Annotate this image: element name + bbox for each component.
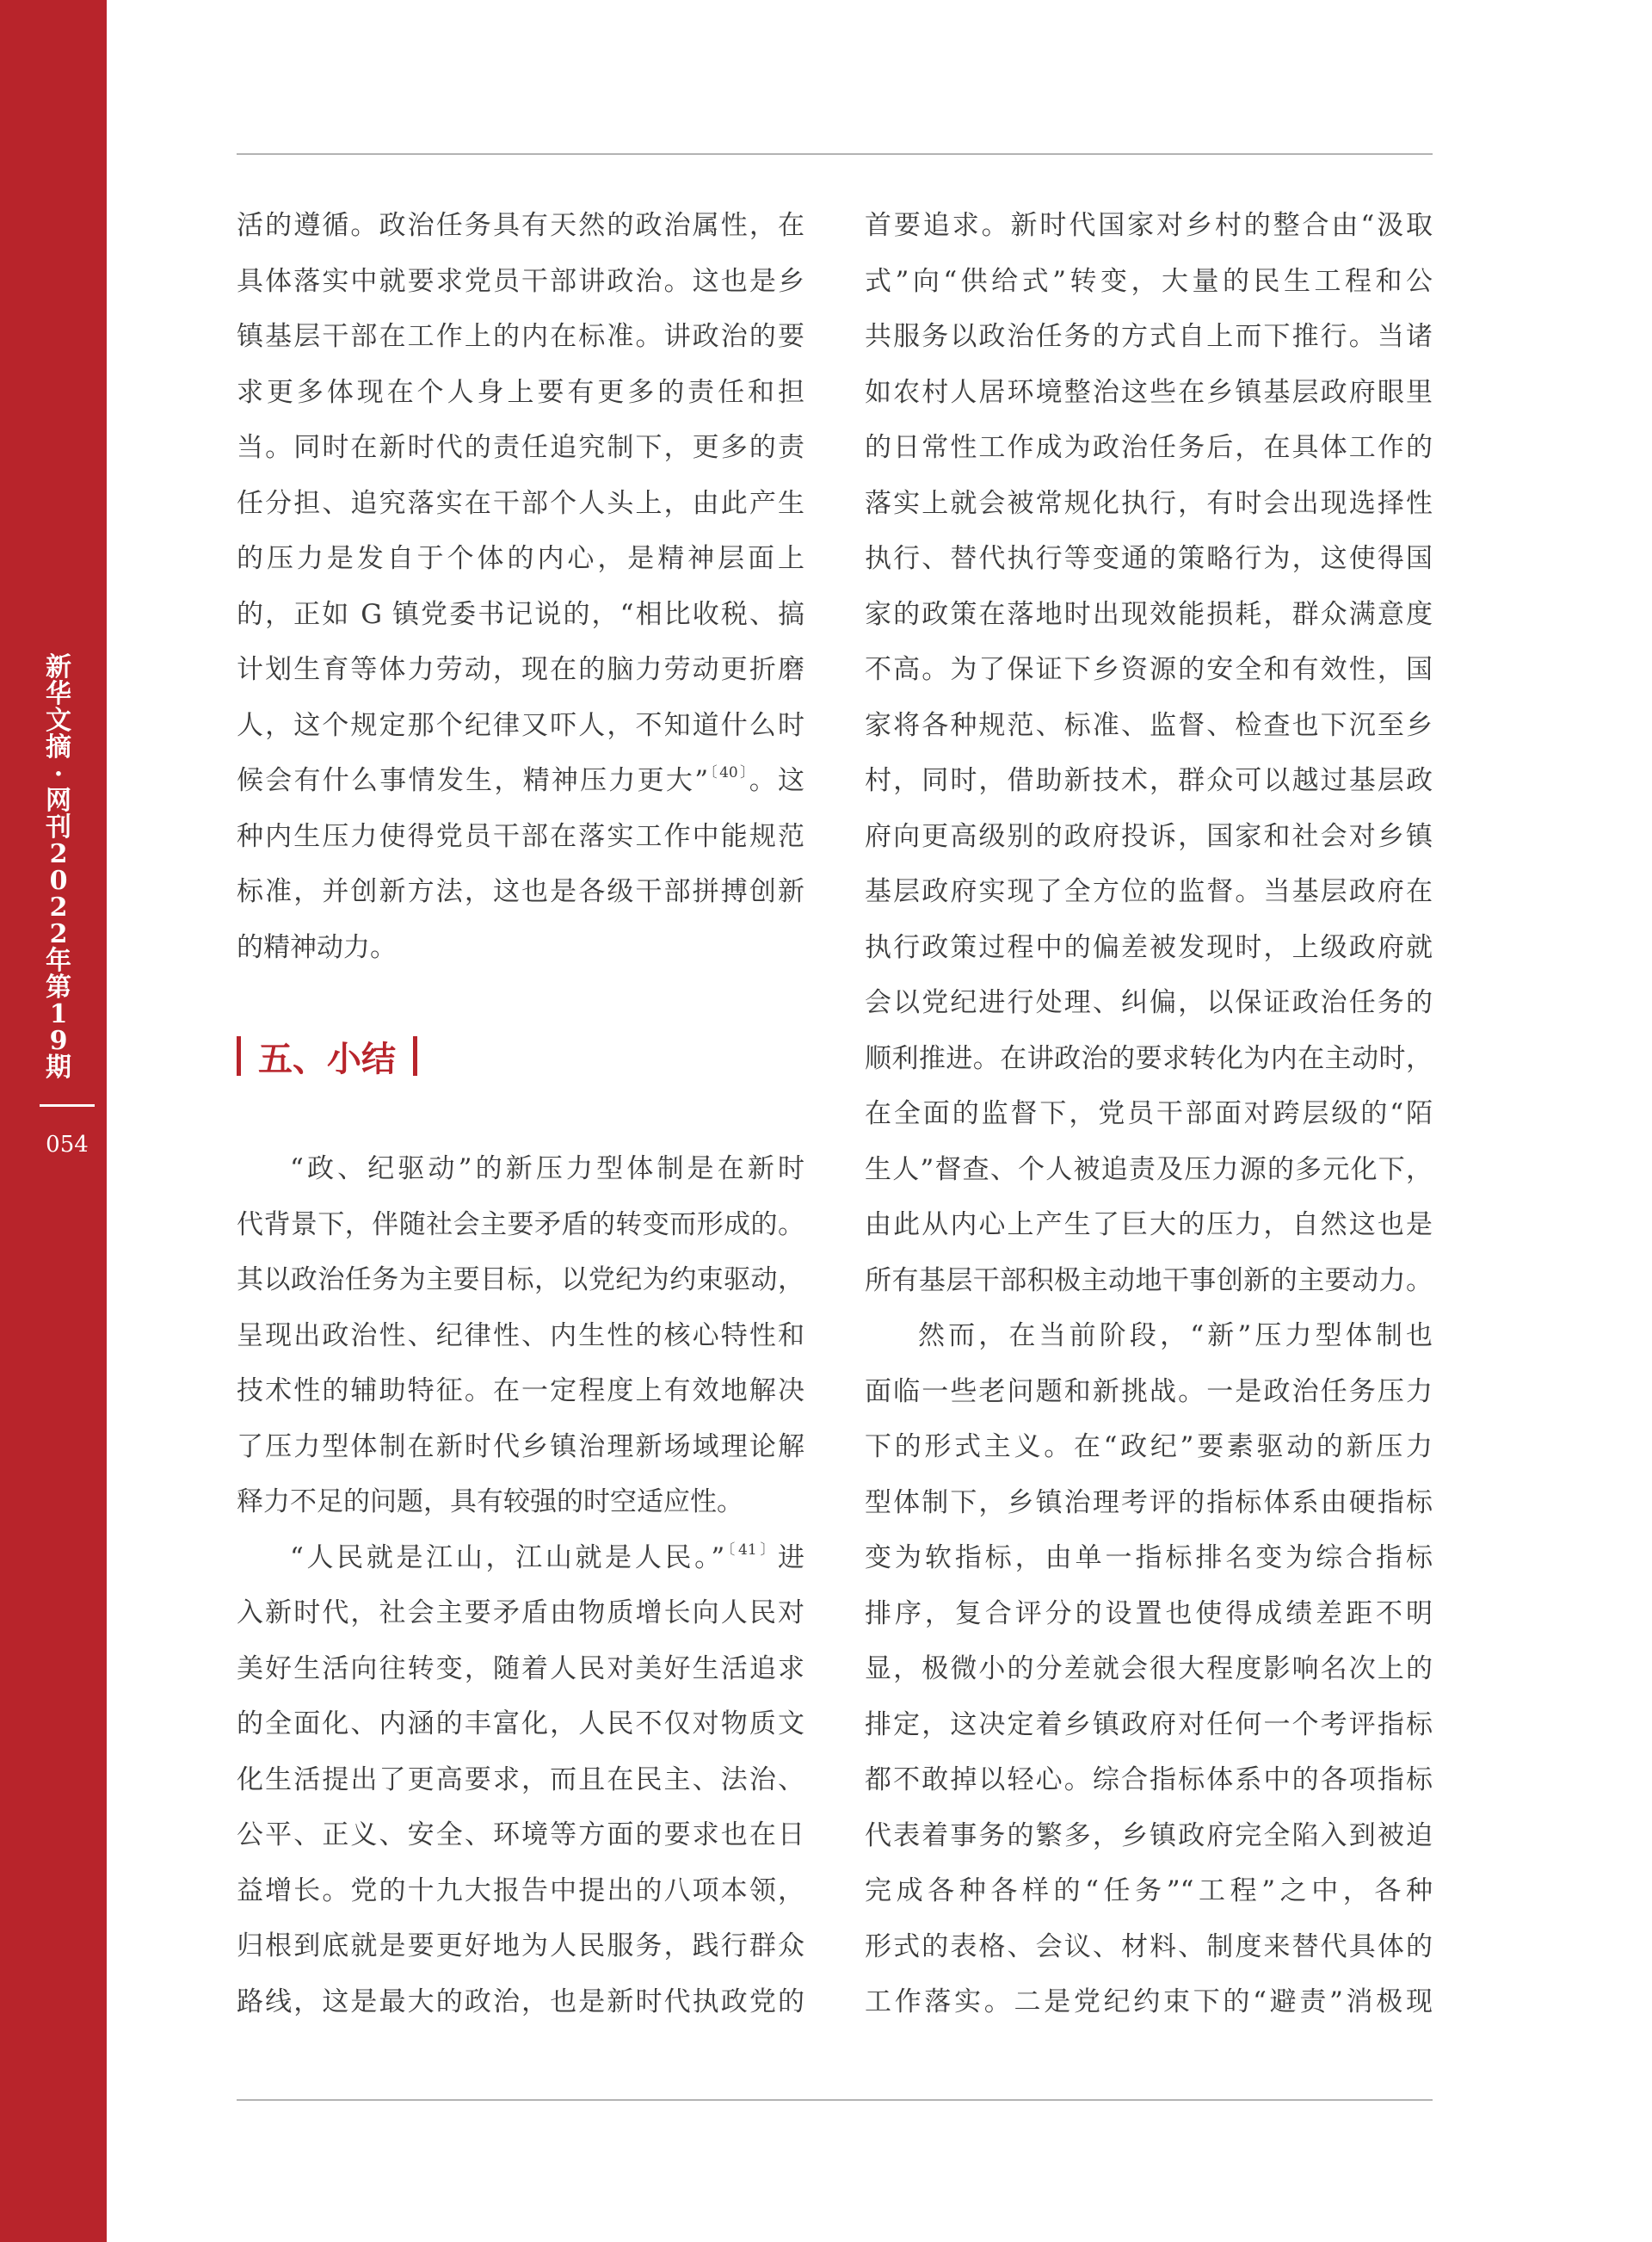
text-line: 村，同时，借助新技术，群众可以越过基层政 xyxy=(865,765,1433,796)
top-divider xyxy=(237,153,1433,155)
text-line: 面临一些老问题和新挑战。一是政治任务压力 xyxy=(865,1375,1433,1407)
text-line: 执行政策过程中的偏差被发现时，上级政府就 xyxy=(865,931,1433,963)
heading-bar-right xyxy=(413,1036,417,1076)
left-column-top xyxy=(237,198,804,975)
heading-bar-left xyxy=(237,1036,241,1076)
text-line: “政、纪驱动”的新压力型体制是在新时 xyxy=(290,1153,804,1184)
text-segment: 候会有什么事情发生，精神压力更大” xyxy=(237,765,709,796)
text-line: 排序，复合评分的设置也使得成绩差距不明 xyxy=(865,1597,1433,1629)
text-line: 归根到底就是要更好地为人民服务，践行群众 xyxy=(237,1930,804,1961)
text-line: 人，这个规定那个纪律又吓人，不知道什么时 xyxy=(237,709,804,741)
text-line: 形式的表格、会议、材料、制度来替代具体的 xyxy=(865,1930,1433,1962)
text-line: 化生活提出了更高要求，而且在民主、法治、 xyxy=(237,1763,804,1795)
text-line: 完成各种各样的“任务”“工程”之中，各种 xyxy=(865,1875,1433,1906)
text-line: 呈现出政治性、纪律性、内生性的核心特性和 xyxy=(237,1319,804,1351)
text-line: 的日常性工作成为政治任务后，在具体工作的 xyxy=(865,432,1433,463)
paragraph-people xyxy=(237,1530,804,2030)
text-line: 由此从内心上产生了巨大的压力，自然这也是 xyxy=(865,1209,1433,1240)
text-line: 基层政府实现了全方位的监督。当基层政府在 xyxy=(865,876,1433,907)
text-line: 排定，这决定着乡镇政府对任何一个考评指标 xyxy=(865,1708,1433,1740)
text-line: 入新时代，社会主要矛盾由物质增长向人民对 xyxy=(237,1597,804,1628)
sidebar-divider xyxy=(40,1104,95,1107)
section-heading xyxy=(237,1026,417,1086)
paragraph-continued-right xyxy=(865,198,1433,1308)
text-line: 的精神动力。 xyxy=(237,931,397,963)
text-line: 的压力是发自于个体的内心，是精神层面上 xyxy=(237,543,804,574)
left-column-bottom xyxy=(237,1141,804,2029)
text-line: 顺利推进。在讲政治的要求转化为内在主动时， xyxy=(865,1042,1433,1074)
paragraph-challenges xyxy=(865,1308,1433,2030)
text-line: 不高。为了保证下乡资源的安全和有效性，国 xyxy=(865,654,1433,685)
text-line: 代表着事务的繁多，乡镇政府完全陷入到被迫 xyxy=(865,1819,1433,1851)
text-line: 都不敢掉以轻心。综合指标体系中的各项指标 xyxy=(865,1764,1433,1795)
journal-title: 新华文摘·网刊2022年第19期 xyxy=(46,652,71,1083)
text-line-with-citation xyxy=(237,1530,804,1586)
text-line: 了压力型体制在新时代乡镇治理新场域理论解 xyxy=(237,1430,804,1462)
page-number: 054 xyxy=(46,1132,89,1158)
text-line: 变为软指标，由单一指标排名变为综合指标 xyxy=(865,1542,1433,1573)
text-line: 下的形式主义。在“政纪”要素驱动的新压力 xyxy=(865,1431,1433,1462)
text-segment: 进 xyxy=(777,1541,804,1573)
text-line: 当。同时在新时代的责任追究制下，更多的责 xyxy=(237,432,804,463)
text-line: 益增长。党的十九大报告中提出的八项本领， xyxy=(237,1875,804,1906)
text-line: 的，正如 G 镇党委书记说的，“相比收税、搞 xyxy=(237,598,804,630)
text-line: 在全面的监督下，党员干部面对跨层级的“陌 xyxy=(865,1098,1433,1129)
text-line: 释力不足的问题，具有较强的时空适应性。 xyxy=(237,1486,743,1517)
citation-41: 〔41〕 xyxy=(724,1541,778,1559)
text-line: 任分担、追究落实在干部个人头上，由此产生 xyxy=(237,487,804,519)
text-line: 执行、替代执行等变通的策略行为，这使得国 xyxy=(865,543,1433,574)
paragraph-continued xyxy=(237,198,804,975)
text-line: 家将各种规范、标准、监督、检查也下沉至乡 xyxy=(865,709,1433,741)
text-line: 显，极微小的分差就会很大程度影响名次上的 xyxy=(865,1653,1433,1684)
text-line-with-citation xyxy=(237,753,804,809)
text-line: 所有基层干部积极主动地干事创新的主要动力。 xyxy=(865,1264,1433,1296)
text-line: 共服务以政治任务的方式自上而下推行。当诸 xyxy=(865,321,1433,352)
text-segment: 。这 xyxy=(749,765,804,796)
right-column xyxy=(865,198,1433,2030)
text-line: 美好生活向往转变，随着人民对美好生活追求 xyxy=(237,1652,804,1684)
text-line: 会以党纪进行处理、纠偏，以保证政治任务的 xyxy=(865,987,1433,1018)
text-line: 式”向“供给式”转变，大量的民生工程和公 xyxy=(865,265,1433,297)
text-line: 路线，这是最大的政治，也是新时代执政党的 xyxy=(237,1986,804,2017)
text-line: 代背景下，伴随社会主要矛盾的转变而形成的。 xyxy=(237,1208,804,1240)
citation-40: 〔40〕 xyxy=(708,764,749,781)
text-line: 的全面化、内涵的丰富化，人民不仅对物质文 xyxy=(237,1708,804,1739)
text-line: 如农村人居环境整治这些在乡镇基层政府眼里 xyxy=(865,376,1433,408)
text-line: 种内生压力使得党员干部在落实工作中能规范 xyxy=(237,820,804,852)
text-line: 首要追求。新时代国家对乡村的整合由“汲取 xyxy=(865,210,1433,241)
text-line: 计划生育等体力劳动，现在的脑力劳动更折磨 xyxy=(237,654,804,685)
text-line: 公平、正义、安全、环境等方面的要求也在日 xyxy=(237,1819,804,1850)
text-line: 落实上就会被常规化执行，有时会出现选择性 xyxy=(865,487,1433,519)
text-line: 家的政策在落地时出现效能损耗，群众满意度 xyxy=(865,598,1433,630)
bottom-divider xyxy=(237,2099,1433,2101)
text-line: 工作落实。二是党纪约束下的“避责”消极现 xyxy=(865,1986,1433,2017)
text-segment: “人民就是江山，江山就是人民。” xyxy=(290,1541,725,1573)
text-line: 活的遵循。政治任务具有天然的政治属性，在 xyxy=(237,210,804,241)
text-line: 求更多体现在个人身上要有更多的责任和担 xyxy=(237,376,804,408)
text-line: 具体落实中就要求党员干部讲政治。这也是乡 xyxy=(237,265,804,297)
text-line: 标准，并创新方法，这也是各级干部拼搏创新 xyxy=(237,876,804,907)
paragraph-summary xyxy=(237,1141,804,1530)
section-title: 五、小结 xyxy=(258,1039,396,1079)
text-line: 技术性的辅助特征。在一定程度上有效地解决 xyxy=(237,1375,804,1406)
text-line: 生人”督查、个人被追责及压力源的多元化下， xyxy=(865,1153,1433,1185)
text-line: 镇基层干部在工作上的内在标准。讲政治的要 xyxy=(237,321,804,352)
text-line: 型体制下，乡镇治理考评的指标体系由硬指标 xyxy=(865,1486,1433,1518)
text-line: 其以政治任务为主要目标，以党纪为约束驱动， xyxy=(237,1264,804,1295)
text-line: 府向更高级别的政府投诉，国家和社会对乡镇 xyxy=(865,820,1433,852)
text-line: 然而，在当前阶段，“新”压力型体制也 xyxy=(918,1320,1433,1351)
sidebar xyxy=(0,0,107,2242)
